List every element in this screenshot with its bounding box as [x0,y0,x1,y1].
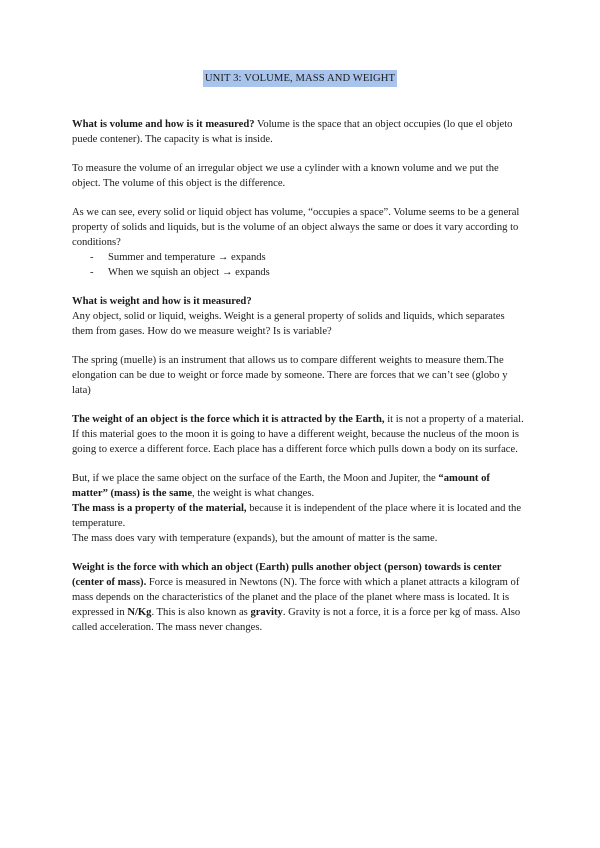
volume-conditions-list [72,250,528,280]
gravity-text-2: . This is also known as [151,607,251,618]
title-wrap [72,70,528,87]
weight-definition-paragraph [72,412,528,457]
gravity-text-1: Force is measured in Newtons (N). The force with which a planet attracts a kilogram of mass depends on the characteristics of the planet and the place of the planet where mass is located. It is expressed in [72,577,520,618]
weight-paragraph [72,294,528,339]
volume-text: Volume is the space that an object occupies (lo que el objeto puede contener). The capacity is what is inside. [72,119,513,145]
gravity-bold-2: N/Kg [127,607,152,618]
document-page [72,70,528,649]
gravity-paragraph [72,560,528,635]
mass-bold-1: “amount of matter” (mass) is the same [72,473,490,499]
spring-paragraph: The spring (muelle) is an instrument that allows us to compare different weights to measure them.The elongation can be due to weight or force made by someone. There are forces that we can’t see (globo y lata) [72,355,508,396]
irregular-volume-paragraph: To measure the volume of an irregular object we use a cylinder with a known volume and we put the object. The volume of this object is the difference. [72,163,499,189]
gravity-bold-1: Weight is the force with which an object (Earth) pulls another object (person) towards is center (center of mass). [72,562,502,588]
page-title: UNIT 3: VOLUME, MASS AND WEIGHT [203,70,397,87]
weight-definition-text: it is not a property of a material. If this material goes to the moon it is going to have a different weight, because the nucleus of the moon is going to exerce a different force. Each place has a different force which pulls down a body on its surface. [72,414,524,455]
gravity-text-3: . Gravity is not a force, it is a force per kg of mass. Also called acceleration. The mass never changes. [72,607,521,633]
mass-after-1: , the weight is what changes. [192,488,315,499]
weight-heading: What is weight and how is it measured? [72,296,252,307]
mass-paragraph [72,471,528,546]
mass-line-3: The mass does vary with temperature (expands), but the amount of matter is the same. [72,533,438,544]
gravity-bold-3: gravity [250,607,283,618]
mass-after-2: because it is independent of the place where it is located and the temperature. [72,503,522,529]
volume-heading: What is volume and how is it measured? [72,119,255,130]
weight-definition-bold: The weight of an object is the force which it is attracted by the Earth, [72,414,385,425]
volume-property-paragraph: As we can see, every solid or liquid object has volume, “occupies a space”. Volume seems to be a general property of solids and liquids, but is the volume of an object always the same or does it vary according to conditions? [72,207,520,248]
mass-bold-2: The mass is a property of the material, [72,503,247,514]
list-item: - When we squish an object → expands [72,265,528,280]
weight-text: Any object, solid or liquid, weighs. Weight is a general property of solids and liquids, which separates them from gases. How do we measure weight? Is is variable? [72,311,505,337]
mass-intro: But, if we place the same object on the surface of the Earth, the Moon and Jupiter, the [72,473,439,484]
volume-paragraph [72,117,528,147]
list-item: - Summer and temperature → expands [72,250,528,265]
